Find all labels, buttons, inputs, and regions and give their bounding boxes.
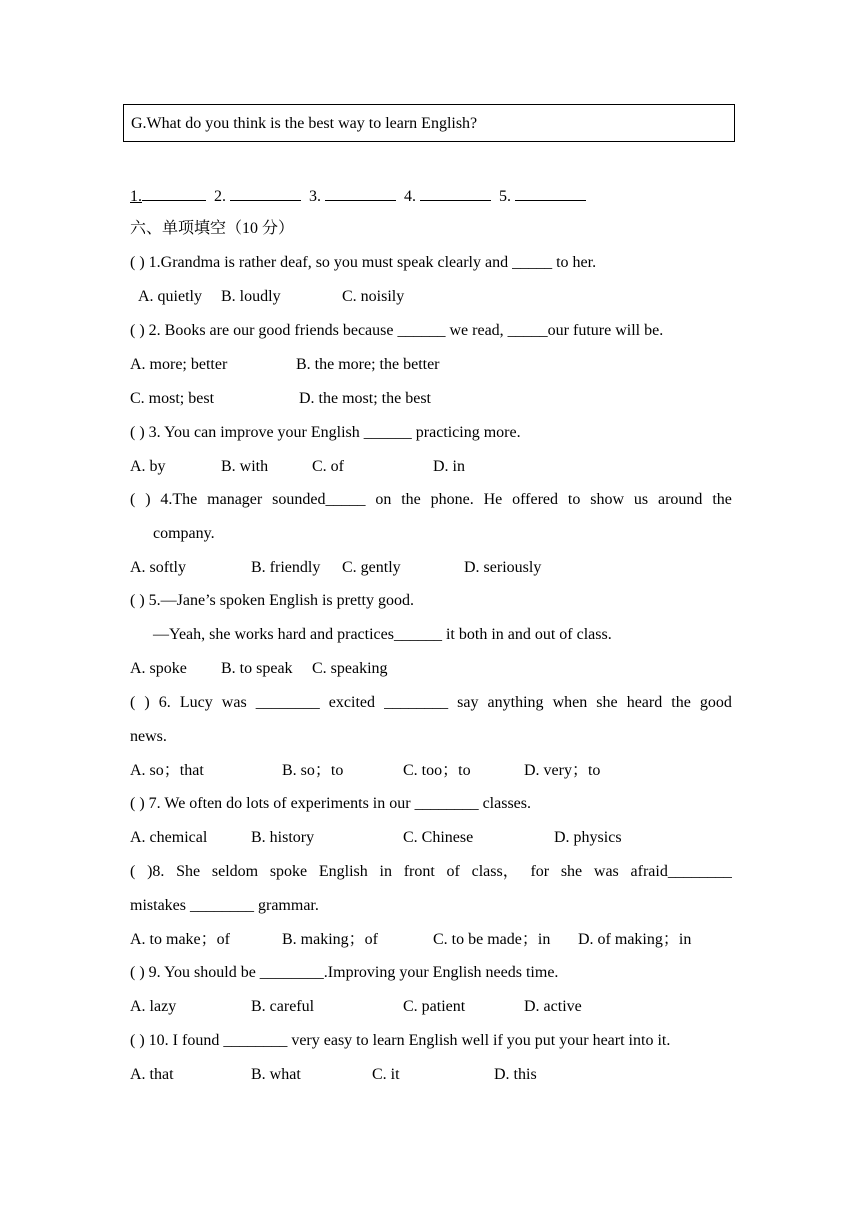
q4-word: around bbox=[658, 491, 703, 508]
q8-word: spoke bbox=[269, 863, 308, 880]
q1-option-b: B. loudly bbox=[221, 288, 281, 305]
q6-option-c: C. too；to bbox=[403, 762, 471, 779]
q8-stem bbox=[130, 862, 732, 882]
q7-option-c: C. Chinese bbox=[403, 829, 474, 846]
answer-1-label: 1. bbox=[130, 188, 142, 205]
q4-word: sounded_____ bbox=[272, 491, 366, 508]
answer-5-label: 5. bbox=[499, 188, 511, 205]
q5-stem-continued: —Yeah, she works hard and practices______ it both in and out of class. bbox=[153, 626, 612, 643]
q6-word: good bbox=[699, 694, 732, 711]
q9-option-a: A. lazy bbox=[130, 998, 177, 1015]
q8-word: She bbox=[176, 863, 201, 880]
q7-option-d: D. physics bbox=[554, 829, 622, 846]
q9-option-b: B. careful bbox=[251, 998, 315, 1015]
q10-stem: ( ) 10. I found ________ very easy to learn English well if you put your heart into it. bbox=[130, 1032, 671, 1049]
q8-word: in bbox=[379, 863, 392, 880]
answer-1-blank[interactable] bbox=[142, 186, 206, 201]
q4-word: on bbox=[375, 491, 392, 508]
answer-2-blank[interactable] bbox=[230, 186, 301, 201]
q1-stem: ( ) 1.Grandma is rather deaf, so you must speak clearly and _____ to her. bbox=[130, 254, 597, 271]
question-g-box bbox=[123, 104, 735, 142]
section-6-heading: 六、单项填空（10 分） bbox=[130, 220, 295, 237]
q6-word: ________ bbox=[255, 694, 320, 711]
q4-word: show bbox=[590, 491, 625, 508]
q8-word: for bbox=[530, 863, 550, 880]
q2-option-d: D. the most; the best bbox=[299, 390, 431, 407]
answer-4-label: 4. bbox=[404, 188, 416, 205]
q6-word: when bbox=[552, 694, 588, 711]
q8-stem-continued: mistakes ________ grammar. bbox=[130, 897, 319, 914]
question-g-text: G.What do you think is the best way to learn English? bbox=[131, 115, 478, 132]
q4-word: to bbox=[567, 491, 581, 508]
q8-word: front bbox=[403, 863, 435, 880]
q5-option-c: C. speaking bbox=[312, 660, 388, 677]
q3-option-b: B. with bbox=[221, 458, 269, 475]
q8-word: she bbox=[560, 863, 583, 880]
q6-word: anything bbox=[487, 694, 544, 711]
q4-word: the bbox=[712, 491, 732, 508]
q2-option-b: B. the more; the better bbox=[296, 356, 440, 373]
q4-stem-continued: company. bbox=[153, 525, 215, 542]
q9-stem: ( ) 9. You should be ________.Improving your English needs time. bbox=[130, 964, 559, 981]
q6-word: she bbox=[596, 694, 618, 711]
q8-word: was bbox=[593, 863, 619, 880]
q6-word: excited bbox=[328, 694, 375, 711]
q8-option-c: C. to be made；in bbox=[433, 931, 551, 948]
answer-3-label: 3. bbox=[309, 188, 321, 205]
q10-option-b: B. what bbox=[251, 1066, 301, 1083]
q6-option-a: A. so；that bbox=[130, 762, 204, 779]
q3-option-a: A. by bbox=[130, 458, 166, 475]
q4-option-c: C. gently bbox=[342, 559, 401, 576]
q6-word: 6. bbox=[158, 694, 171, 711]
q6-word: the bbox=[671, 694, 691, 711]
answer-2-label: 2. bbox=[214, 188, 226, 205]
q6-word: say bbox=[457, 694, 479, 711]
q1-option-a: A. quietly bbox=[138, 288, 202, 305]
q9-option-d: D. active bbox=[524, 998, 582, 1015]
q8-word: )8. bbox=[147, 863, 165, 880]
q8-option-b: B. making；of bbox=[282, 931, 378, 948]
q8-word: afraid________ bbox=[630, 863, 732, 880]
q2-stem: ( ) 2. Books are our good friends because ______ we read, _____our future will be. bbox=[130, 322, 664, 339]
q6-word: ________ bbox=[384, 694, 449, 711]
answer-blanks bbox=[130, 186, 586, 206]
q4-word: 4.The bbox=[160, 491, 198, 508]
answer-5-blank[interactable] bbox=[515, 186, 586, 201]
q8-word: of bbox=[446, 863, 460, 880]
q4-word: ) bbox=[145, 491, 151, 508]
q8-option-d: D. of making；in bbox=[578, 931, 692, 948]
q5-option-b: B. to speak bbox=[221, 660, 293, 677]
q8-option-a: A. to make；of bbox=[130, 931, 230, 948]
q4-word: offered bbox=[512, 491, 559, 508]
q10-option-d: D. this bbox=[494, 1066, 537, 1083]
q6-option-b: B. so；to bbox=[282, 762, 344, 779]
q4-option-b: B. friendly bbox=[251, 559, 321, 576]
q8-word: English bbox=[318, 863, 368, 880]
q6-word: heard bbox=[626, 694, 663, 711]
q8-word: ( bbox=[130, 863, 136, 880]
q7-option-b: B. history bbox=[251, 829, 315, 846]
answer-3-blank[interactable] bbox=[325, 186, 396, 201]
q9-option-c: C. patient bbox=[403, 998, 466, 1015]
q4-word: manager bbox=[207, 491, 263, 508]
q4-word: He bbox=[483, 491, 503, 508]
q6-stem-continued: news. bbox=[130, 728, 167, 745]
q1-option-c: C. noisily bbox=[342, 288, 405, 305]
q10-option-a: A. that bbox=[130, 1066, 174, 1083]
q4-word: ( bbox=[130, 491, 136, 508]
q6-option-d: D. very；to bbox=[524, 762, 601, 779]
q8-word: class， bbox=[471, 863, 519, 880]
q4-word: the bbox=[401, 491, 421, 508]
answer-4-blank[interactable] bbox=[420, 186, 491, 201]
q4-word: us bbox=[633, 491, 649, 508]
q10-option-c: C. it bbox=[372, 1066, 400, 1083]
q5-option-a: A. spoke bbox=[130, 660, 187, 677]
q3-stem: ( ) 3. You can improve your English ______ practicing more. bbox=[130, 424, 521, 441]
q5-stem: ( ) 5.—Jane’s spoken English is pretty good. bbox=[130, 592, 414, 609]
q7-option-a: A. chemical bbox=[130, 829, 208, 846]
q2-option-a: A. more; better bbox=[130, 356, 228, 373]
q6-word: was bbox=[221, 694, 247, 711]
q6-word: Lucy bbox=[179, 694, 213, 711]
q3-option-d: D. in bbox=[433, 458, 465, 475]
q2-option-c: C. most; best bbox=[130, 390, 215, 407]
q3-option-c: C. of bbox=[312, 458, 344, 475]
q6-stem bbox=[130, 693, 732, 713]
q8-word: seldom bbox=[211, 863, 259, 880]
q7-stem: ( ) 7. We often do lots of experiments in our ________ classes. bbox=[130, 795, 532, 812]
q4-option-a: A. softly bbox=[130, 559, 186, 576]
q6-word: ( bbox=[130, 694, 136, 711]
q4-word: phone. bbox=[430, 491, 474, 508]
q4-option-d: D. seriously bbox=[464, 559, 542, 576]
q4-stem bbox=[130, 490, 732, 510]
q6-word: ) bbox=[144, 694, 150, 711]
